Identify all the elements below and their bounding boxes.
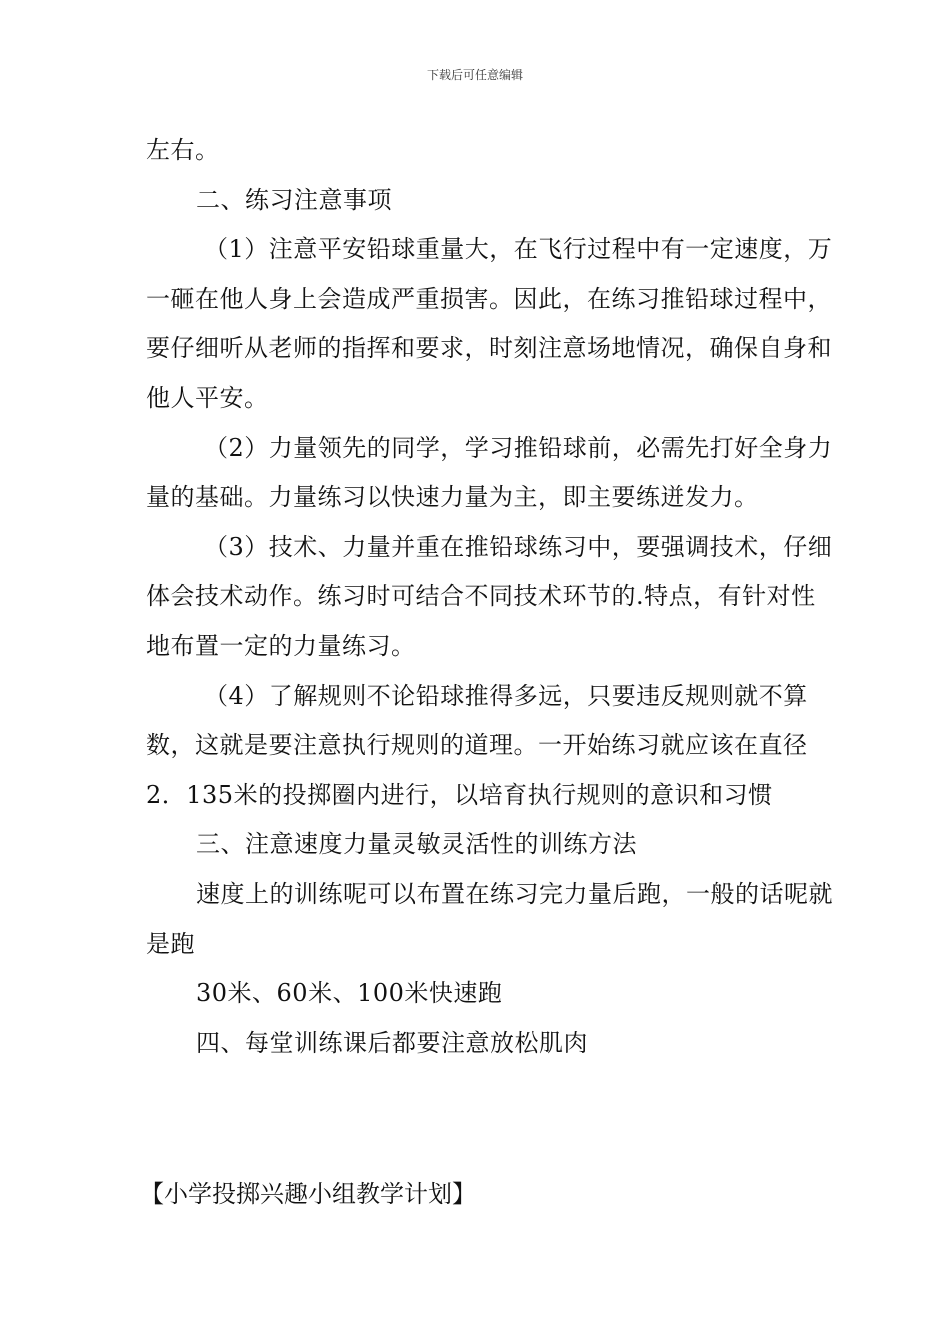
paragraph-item-3: （3）技术、力量并重在推铅球练习中，要强调技术，仔细体会技术动作。练习时可结合不同技术环节的.特点，有针对性地布置一定的力量练习。 [146,532,833,660]
paragraph-item-1: （1）注意平安铅球重量大，在飞行过程中有一定速度，万一砸在他人身上会造成严重损害。因此，在练习推铅球过程中，要仔细听从老师的指挥和要求，时刻注意场地情况，确保自身和他人平安。 [146,235,833,412]
paragraph-item-4: （4）了解规则不论铅球推得多远，只要违反规则就不算数，这就是要注意执行规则的道理。一开始练习就应该在直径2．135米的投掷圈内进行，以培育执行规则的意识和习惯 [146,681,808,809]
section-heading-4: 四、每堂训练课后都要注意放松肌肉 [196,1028,588,1057]
document-body [146,126,836,1068]
section-heading-2: 二、练习注意事项 [196,185,392,214]
section-heading-3: 三、注意速度力量灵敏灵活性的训练方法 [196,830,637,859]
paragraph-item-2: （2）力量领先的同学，学习推铅球前，必需先打好全身力量的基础。力量练习以快速力量为主，即主要练迸发力。 [146,433,833,512]
document-title: 【小学投掷兴趣小组教学计划】 [140,1180,476,1208]
paragraph-continuation: 左右。 [146,136,220,164]
paragraph-sprint-distances: 30米、60米、100米快速跑 [196,979,503,1008]
paragraph-speed-training: 速度上的训练呢可以布置在练习完力量后跑，一般的话呢就是跑 [146,879,833,958]
page-header: 下载后可任意编辑 [426,68,523,82]
